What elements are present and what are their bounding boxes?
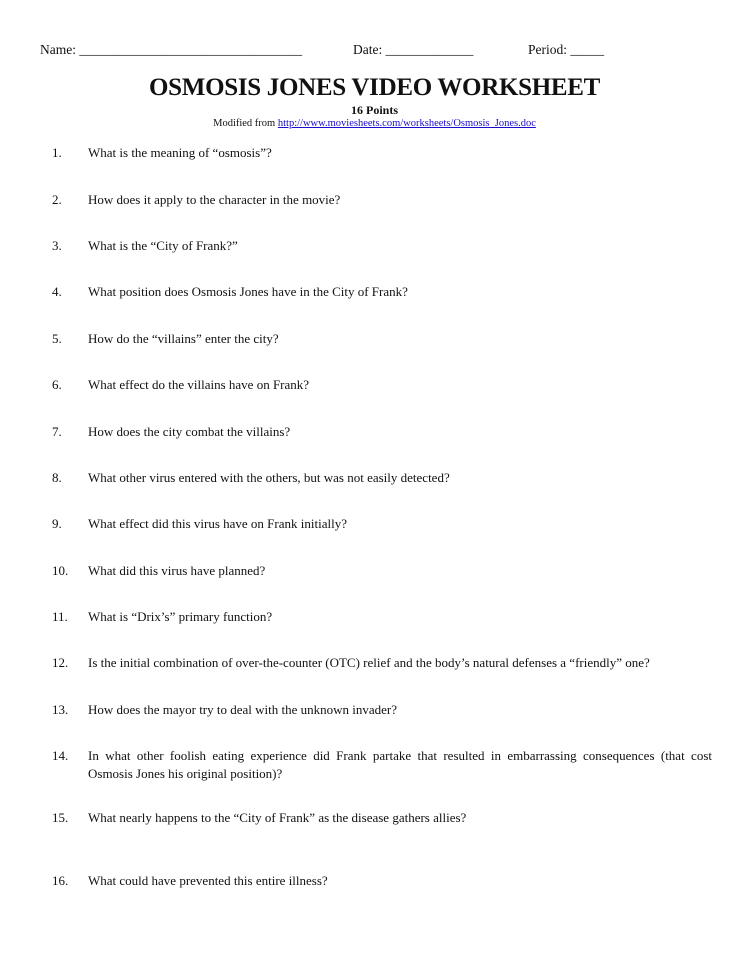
question-text: What effect do the villains have on Frank? xyxy=(88,377,310,392)
question-item xyxy=(52,809,712,827)
question-text: What is “Drix’s” primary function? xyxy=(88,609,273,624)
question-text: How does it apply to the character in the movie? xyxy=(88,192,341,207)
question-text: What position does Osmosis Jones have in the City of Frank? xyxy=(88,284,408,299)
question-item xyxy=(52,562,712,580)
question-number: 8. xyxy=(52,470,62,485)
question-number: 5. xyxy=(52,331,62,346)
question-text: How does the mayor try to deal with the unknown invader? xyxy=(88,702,398,717)
question-text: What nearly happens to the “City of Frank” as the disease gathers allies? xyxy=(88,810,467,825)
question-number: 16. xyxy=(52,873,69,888)
question-text: What is the meaning of “osmosis”? xyxy=(88,145,272,160)
question-item xyxy=(52,376,712,394)
question-number: 14. xyxy=(52,748,69,763)
question-text: How does the city combat the villains? xyxy=(88,424,291,439)
question-text: What effect did this virus have on Frank initially? xyxy=(88,516,347,531)
question-number: 12. xyxy=(52,655,69,670)
question-item xyxy=(52,872,712,890)
question-item xyxy=(52,330,712,348)
question-number: 1. xyxy=(52,145,62,160)
period-field[interactable]: Period: _____ xyxy=(528,42,605,57)
date-field[interactable]: Date: _____________ xyxy=(353,42,474,57)
question-item xyxy=(52,283,712,301)
question-text: What could have prevented this entire illness? xyxy=(88,873,328,888)
question-number: 9. xyxy=(52,516,62,531)
question-item xyxy=(52,237,712,255)
question-number: 10. xyxy=(52,563,69,578)
question-text: Is the initial combination of over-the-counter (OTC) relief and the body’s natural defenses a “friendly” one? xyxy=(88,655,650,670)
question-text: What is the “City of Frank?” xyxy=(88,238,238,253)
points-subtitle: 16 Points xyxy=(350,103,398,117)
question-number: 7. xyxy=(52,424,62,439)
question-item xyxy=(52,515,712,533)
question-number: 4. xyxy=(52,284,62,299)
question-number: 3. xyxy=(52,238,62,253)
question-item xyxy=(52,701,712,719)
question-item xyxy=(52,423,712,441)
question-number: 6. xyxy=(52,377,62,392)
source-link[interactable]: http://www.moviesheets.com/worksheets/Osmosis_Jones.doc xyxy=(277,118,536,129)
source-prefix: Modified from xyxy=(213,118,278,129)
question-item xyxy=(52,191,712,209)
name-field[interactable]: Name: _________________________________ xyxy=(40,42,303,57)
question-item xyxy=(52,747,712,783)
question-item xyxy=(52,469,712,487)
question-item xyxy=(52,608,712,626)
question-number: 13. xyxy=(52,702,69,717)
source-note xyxy=(0,118,749,129)
question-number: 15. xyxy=(52,810,69,825)
question-text: What other virus entered with the others, but was not easily detected? xyxy=(88,470,450,485)
page-title: OSMOSIS JONES VIDEO WORKSHEET xyxy=(149,74,600,101)
question-text: What did this virus have planned? xyxy=(88,563,266,578)
question-text: How do the “villains” enter the city? xyxy=(88,331,279,346)
question-item xyxy=(52,144,712,162)
question-number: 2. xyxy=(52,192,62,207)
question-text: In what other foolish eating experience did Frank partake that resulted in embarrassing consequences (that cost Osmosis Jones his original position)? xyxy=(88,748,712,781)
question-item xyxy=(52,654,712,672)
question-number: 11. xyxy=(52,609,68,624)
